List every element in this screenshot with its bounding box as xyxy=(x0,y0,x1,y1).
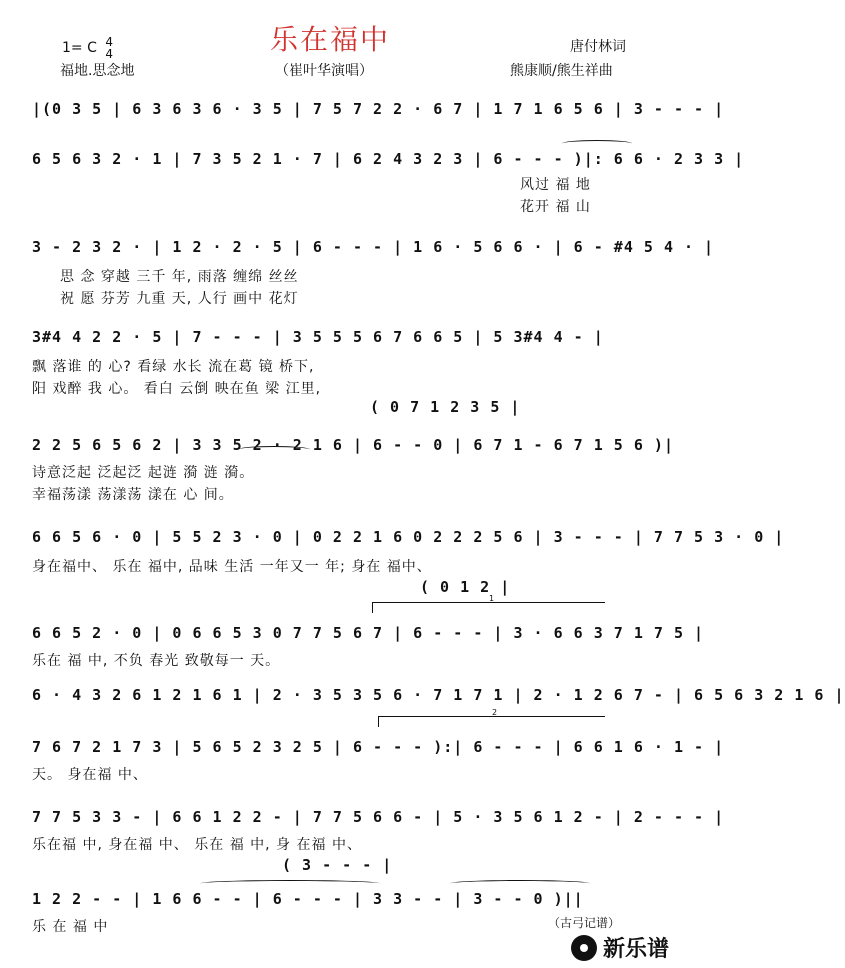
brand-watermark xyxy=(571,932,669,963)
lyric-row-2-v2: 花开 福 山 xyxy=(520,199,591,215)
intro-pickup-row-4: ( 0 7 1 2 3 5 | xyxy=(370,398,521,416)
lyric-row-5-v2: 幸福荡漾 荡漾荡 漾在 心 间。 xyxy=(32,487,234,503)
lyric-row-10: 乐在福 中, 身在福 中、 乐在 福 中, 身 在福 中、 xyxy=(32,837,362,853)
transcriber-credit: （古弓记谱） xyxy=(548,916,621,930)
score-row-3: 3 - 2 3 2 · | 1 2 · 2 · 5 | 6 - - - | 1 6 · 5 6 6 · | 6 - #4 5 4 · | xyxy=(32,238,715,256)
score-row-5: 2 2 5 6 5 6 2 | 3 3 5 2 · 2 1 6 | 6 - - 0 | 6 7 1 - 6 7 1 5 6 )| xyxy=(32,436,674,454)
lyric-row-2-v1: 风过 福 地 xyxy=(520,177,591,193)
lyric-row-4-v1: 飘 落谁 的 心? 看绿 水长 流在葛 镜 桥下, xyxy=(32,359,315,375)
performer: （崔叶华演唱） xyxy=(275,63,373,79)
key-signature: 1= C 4 4 xyxy=(62,35,113,61)
slur xyxy=(450,880,590,887)
lyric-row-3-v1: 思 念 穿越 三千 年, 雨落 缠绵 丝丝 xyxy=(60,269,299,285)
pickup-row-10: ( 3 - - - | xyxy=(282,856,393,874)
lyricist: 唐付林词 xyxy=(570,39,626,55)
score-row-7: 6 6 5 2 · 0 | 0 6 6 5 3 0 7 7 5 6 7 | 6 - - - | 3 · 6 6 3 7 1 7 5 | xyxy=(32,624,705,642)
score-row-4: 3#4 4 2 2 · 5 | 7 - - - | 3 5 5 5 6 7 6 6 5 | 5 3#4 4 - | xyxy=(32,328,604,346)
song-title: 乐在福中 xyxy=(270,23,391,56)
score-row-2: 6 5 6 3 2 · 1 | 7 3 5 2 1 · 7 | 6 2 4 3 2 3 | 6 - - - )|: 6 6 · 2 3 3 | xyxy=(32,150,745,168)
brand-name: 新乐谱 xyxy=(602,937,669,962)
lyric-row-5-v1: 诗意泛起 泛起泛 起涟 漪 涟 漪。 xyxy=(32,465,255,481)
lyric-row-4-v2: 阳 戏醉 我 心。 看白 云倒 映在鱼 梁 江里, xyxy=(32,381,322,397)
music-disc-icon xyxy=(571,935,597,961)
score-row-1: |(0 3 5 | 6 3 6 3 6 · 3 5 | 7 5 7 2 2 · 6 7 | 1 7 1 6 5 6 | 3 - - - | xyxy=(32,100,725,118)
score-row-8: 6 · 4 3 2 6 1 2 1 6 1 | 2 · 3 5 3 5 6 · 7 1 7 1 | 2 · 1 2 6 7 - | 6 5 6 3 2 1 6 | xyxy=(32,686,845,704)
subtitle-left: 福地.思念地 xyxy=(60,63,135,79)
lyric-row-11: 乐 在 福 中 xyxy=(32,919,109,935)
score-row-11: 1 2 2 - - | 1 6 6 - - | 6 - - - | 3 3 - - | 3 - - 0 )|| xyxy=(32,890,584,908)
slur xyxy=(238,446,310,453)
composer: 熊康顺/熊生祥曲 xyxy=(510,63,613,79)
volta-bracket-1: 1 xyxy=(372,602,605,613)
time-denominator: 4 xyxy=(105,47,113,61)
score-row-10: 7 7 5 3 3 - | 6 6 1 2 2 - | 7 7 5 6 6 - | 5 · 3 5 6 1 2 - | 2 - - - | xyxy=(32,808,725,826)
lyric-row-9: 天。 身在福 中、 xyxy=(32,767,148,783)
lyric-row-6: 身在福中、 乐在 福中, 品味 生活 一年又一 年; 身在 福中、 xyxy=(32,559,432,575)
volta-bracket-2: 2 xyxy=(378,716,605,727)
pickup-row-6: ( 0 1 2 | xyxy=(420,578,511,596)
time-numerator: 4 xyxy=(105,35,113,49)
lyric-row-3-v2: 祝 愿 芬芳 九重 天, 人行 画中 花灯 xyxy=(60,291,299,307)
slur xyxy=(562,140,632,147)
lyric-row-7: 乐在 福 中, 不负 春光 致敬每一 天。 xyxy=(32,653,281,669)
score-row-6: 6 6 5 6 · 0 | 5 5 2 3 · 0 | 0 2 2 1 6 0 2 2 2 5 6 | 3 - - - | 7 7 5 3 · 0 | xyxy=(32,528,785,546)
score-row-9: 7 6 7 2 1 7 3 | 5 6 5 2 3 2 5 | 6 - - - ):| 6 - - - | 6 6 1 6 · 1 - | xyxy=(32,738,725,756)
slur xyxy=(200,880,380,887)
